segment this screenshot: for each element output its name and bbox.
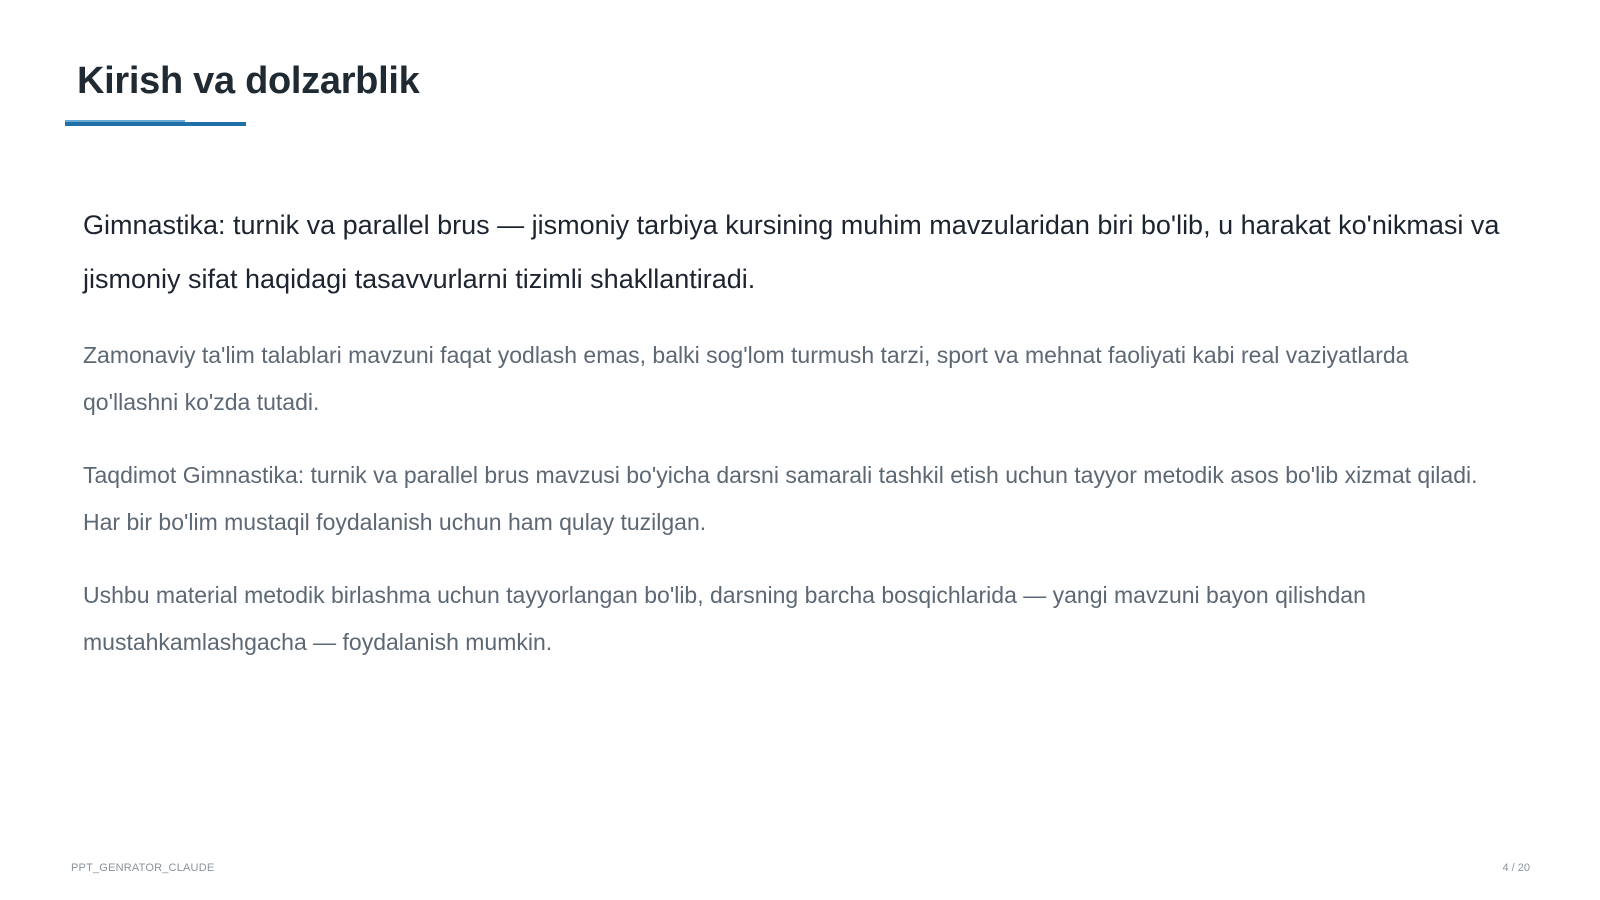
slide-title: Kirish va dolzarblik xyxy=(77,60,420,102)
title-underline xyxy=(65,122,246,126)
title-underline-accent xyxy=(65,120,185,122)
body-paragraph-3: Ushbu material metodik birlashma uchun tayyorlangan bo'lib, darsning barcha bosqichlarida — yangi mavzuni bayon qilishdan mustahkamlashgacha — foydalanish mumkin. xyxy=(83,582,1366,655)
page-number: 4 / 20 xyxy=(1502,862,1530,874)
body-paragraph-1: Zamonaviy ta'lim talablari mavzuni faqat yodlash emas, balki sog'lom turmush tarzi, sport va mehnat faoliyati kabi real vaziyatlarda qo'llashni ko'zda tutadi. xyxy=(83,342,1409,415)
lead-paragraph: Gimnastika: turnik va parallel brus — jismoniy tarbiya kursining muhim mavzularidan biri bo'lib, u harakat ko'nikmasi va jismoniy sifat haqidagi tasavvurlarni tizimli shakllantiradi. xyxy=(83,210,1500,294)
slide-content xyxy=(83,198,1503,692)
body-paragraph-2: Taqdimot Gimnastika: turnik va parallel brus mavzusi bo'yicha darsni samarali tashkil etish uchun tayyor metodik asos bo'lib xizmat qiladi. Har bir bo'lim mustaqil foydalanish uchun ham qulay tuzilgan. xyxy=(83,462,1478,535)
footer-source: PPT_GENRATOR_CLAUDE xyxy=(71,862,215,874)
